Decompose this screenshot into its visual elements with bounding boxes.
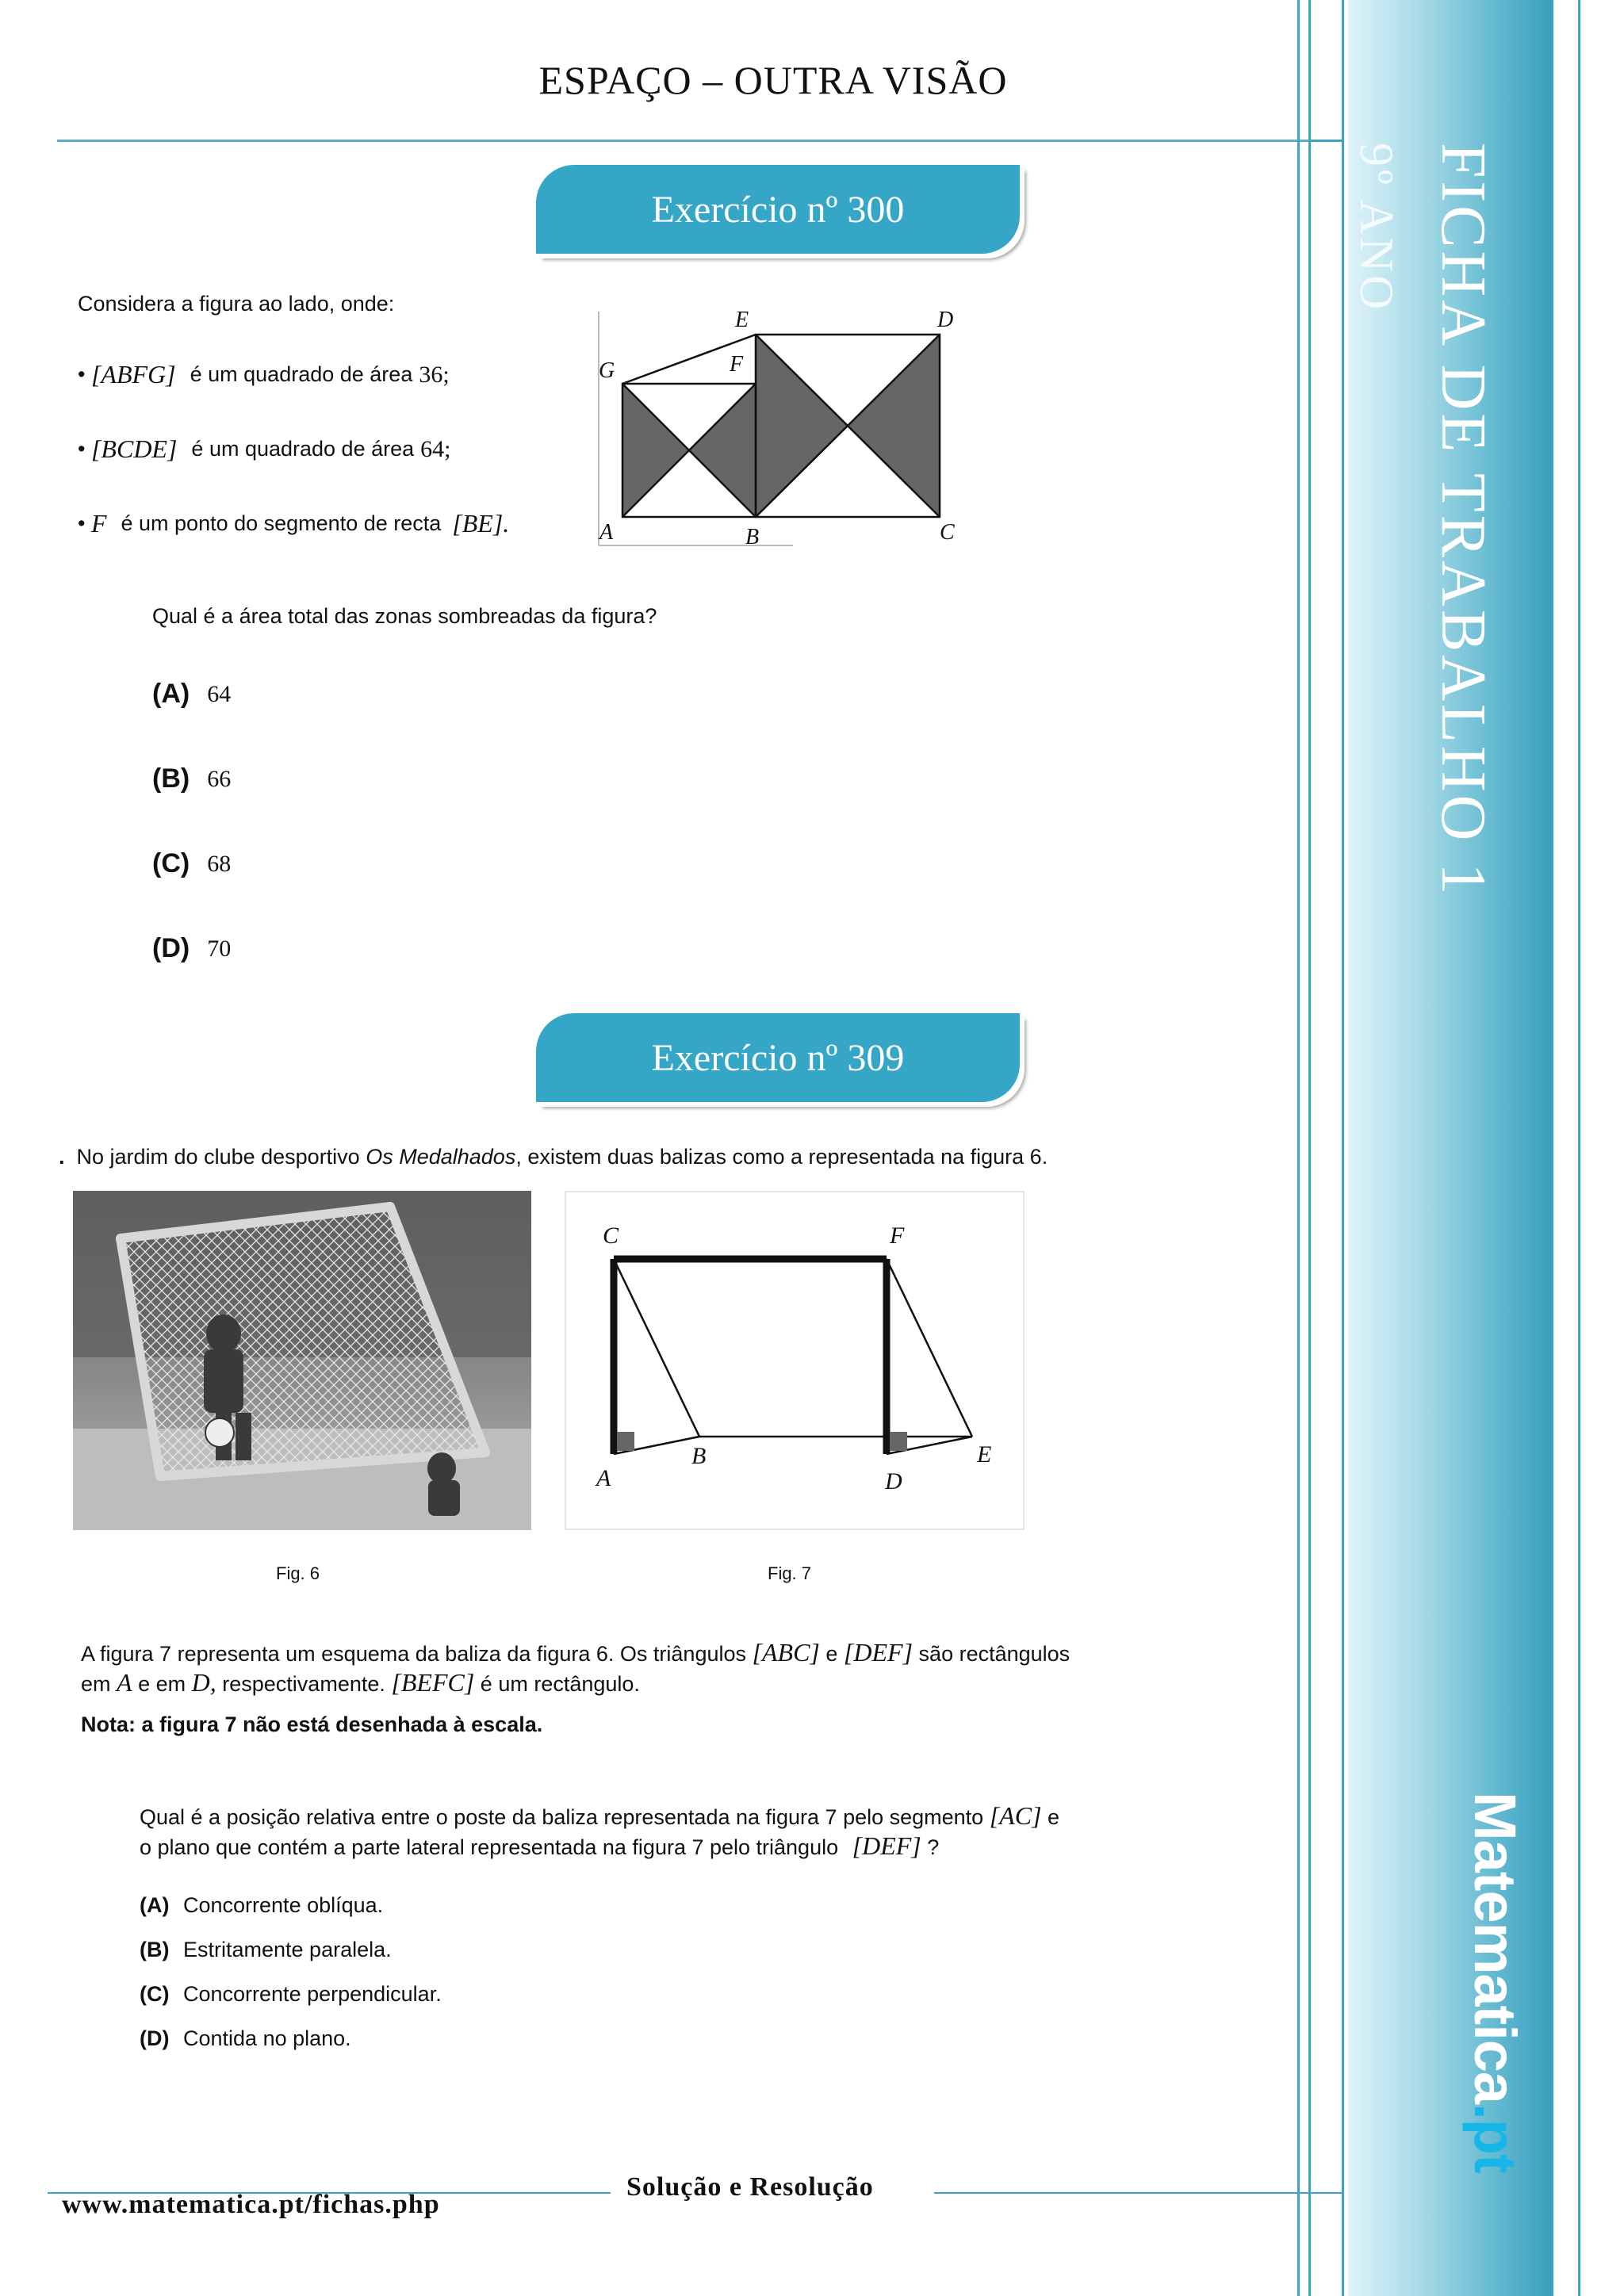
sidebar-line-2: [1308, 0, 1311, 2296]
desc-text: são rectângulos: [918, 1642, 1071, 1666]
question-text: ?: [927, 1835, 940, 1859]
exercise-309-question-line2: [140, 1831, 939, 1861]
sidebar-line-4: [1551, 0, 1553, 2296]
question-math-ac: [AC]: [989, 1801, 1042, 1830]
choice-label: (B): [152, 763, 190, 794]
club-name: Os Medalhados: [366, 1145, 516, 1169]
choice-value: 68: [207, 850, 232, 877]
label-a: A: [599, 520, 614, 545]
ex300-choice-a[interactable]: [152, 679, 231, 710]
brand-suffix: .pt: [1462, 2103, 1528, 2173]
exercise-309-question-line1: [140, 1801, 1059, 1831]
ex300-choice-d[interactable]: [152, 933, 231, 964]
sidebar-main-title: FICHA DE TRABALHO 1: [1428, 143, 1498, 898]
choice-value: 64: [207, 680, 232, 707]
choice-value: 66: [207, 765, 232, 792]
choice-label: (D): [140, 2026, 170, 2050]
footer-divider-right: [934, 2192, 1342, 2194]
choice-label: (B): [140, 1938, 170, 1961]
exercise-309-desc-line1: [81, 1638, 1070, 1667]
bullet-value: 64;: [420, 435, 451, 462]
desc-text: e em: [138, 1672, 186, 1696]
desc-text: é um rectângulo.: [480, 1672, 640, 1696]
exercise-309-banner: [536, 1013, 1020, 1102]
label-c: C: [940, 520, 955, 545]
sidebar-line-5: [1578, 0, 1580, 2296]
fig7-label-d: D: [885, 1468, 902, 1494]
choice-text: Contida no plano.: [183, 2026, 351, 2050]
question-text: o plano que contém a parte lateral representada na figura 7 pelo triângulo: [140, 1835, 839, 1859]
sidebar-header-tick: [1308, 140, 1344, 142]
bullet-value: 36;: [419, 361, 450, 388]
desc-math-def: [DEF]: [843, 1638, 914, 1667]
intro-after: , existem duas balizas como a representada na figura 6.: [515, 1145, 1048, 1169]
goal-schematic: [565, 1191, 1025, 1530]
desc-math-befc: [BEFC]: [391, 1668, 475, 1697]
desc-text: e: [825, 1642, 838, 1666]
footer-url-link[interactable]: www.matematica.pt/fichas.php: [62, 2190, 440, 2219]
bullet-f: [78, 509, 509, 538]
sidebar-line-1: [1297, 0, 1300, 2296]
fig7-label-e: E: [977, 1441, 992, 1468]
intro-before: No jardim do clube desportivo: [76, 1145, 360, 1169]
brand-name: Matematica: [1462, 1792, 1528, 2104]
desc-text: em: [81, 1672, 111, 1696]
question-math-def: [DEF]: [852, 1831, 921, 1860]
question-text: Qual é a posição relativa entre o poste da baliza representada na figura 7 pelo segmento: [140, 1805, 984, 1829]
bullet-value: [BE].: [452, 509, 510, 538]
bullet-text: é um quadrado de área: [190, 362, 413, 386]
exercise-300-question: Qual é a área total das zonas sombreadas da figura?: [152, 604, 657, 628]
fig7-label-c: C: [603, 1223, 619, 1249]
bullet-text: é um ponto do segmento de recta: [121, 511, 442, 535]
bullet-math: [ABFG]: [90, 360, 176, 388]
choice-label: (A): [140, 1893, 170, 1917]
exercise-300-intro: Considera a figura ao lado, onde:: [78, 292, 395, 316]
desc-math-abc: [ABC]: [752, 1638, 820, 1667]
ex309-choice-c[interactable]: [140, 1982, 442, 2007]
choice-text: Concorrente oblíqua.: [183, 1893, 384, 1917]
fig6-caption: Fig. 6: [276, 1563, 320, 1583]
page-title: ESPAÇO – OUTRA VISÃO: [538, 58, 1008, 102]
fig7-caption: Fig. 7: [768, 1563, 812, 1583]
desc-math-d: D,: [191, 1668, 216, 1697]
ex309-choice-a[interactable]: [140, 1893, 383, 1918]
choice-label: (C): [152, 848, 190, 878]
intro-dot: .: [59, 1145, 77, 1169]
exercise-300-title: Exercício nº 300: [651, 188, 905, 231]
header-divider: [57, 140, 1342, 142]
question-text: e: [1048, 1805, 1060, 1829]
bullet-abfg: [78, 360, 450, 389]
choice-value: 70: [207, 935, 232, 962]
fig7-label-a: A: [596, 1465, 611, 1491]
choice-text: Concorrente perpendicular.: [183, 1982, 442, 2006]
fig7-label-f: F: [890, 1223, 905, 1249]
bullet-dot: •: [78, 511, 91, 535]
ex309-choice-b[interactable]: [140, 1938, 392, 1962]
choice-label: (D): [152, 933, 190, 963]
exercise-309-intro: [59, 1145, 1048, 1169]
exercise-300-banner: [536, 165, 1020, 254]
ex300-choice-b[interactable]: [152, 763, 231, 794]
desc-math-a: A: [117, 1668, 132, 1697]
bullet-bcde: [78, 434, 450, 464]
bullet-math: F: [90, 509, 107, 538]
choice-text: Estritamente paralela.: [183, 1938, 392, 1961]
sidebar-brand: [1461, 1792, 1529, 2172]
bullet-text: é um quadrado de área: [191, 437, 415, 461]
squares-figure: [587, 300, 999, 553]
fig7-label-b: B: [691, 1443, 707, 1469]
exercise-309-title: Exercício nº 309: [651, 1036, 905, 1079]
bullet-math: [BCDE]: [90, 434, 178, 463]
desc-text: respectivamente.: [222, 1672, 385, 1696]
choice-label: (C): [140, 1982, 170, 2006]
desc-text: A figura 7 representa um esquema da baliza da figura 6. Os triângulos: [81, 1642, 746, 1666]
bullet-dot: •: [78, 362, 91, 386]
label-b: B: [745, 525, 760, 549]
label-g: G: [599, 358, 615, 383]
label-d: D: [937, 308, 954, 332]
ex300-choice-c[interactable]: [152, 848, 231, 879]
sidebar-line-3: [1342, 0, 1344, 2296]
label-e: E: [735, 308, 749, 332]
exercise-309-note: Nota: a figura 7 não está desenhada à escala.: [81, 1712, 543, 1736]
sidebar-grade: 9º ANO: [1350, 143, 1403, 313]
goal-photo: [73, 1191, 531, 1530]
choice-label: (A): [152, 679, 190, 709]
exercise-309-desc-line2: [81, 1668, 640, 1697]
bullet-dot: •: [78, 437, 91, 461]
solution-link[interactable]: Solução e Resolução: [626, 2172, 874, 2202]
ex309-choice-d[interactable]: [140, 2026, 351, 2051]
label-f: F: [730, 352, 744, 377]
